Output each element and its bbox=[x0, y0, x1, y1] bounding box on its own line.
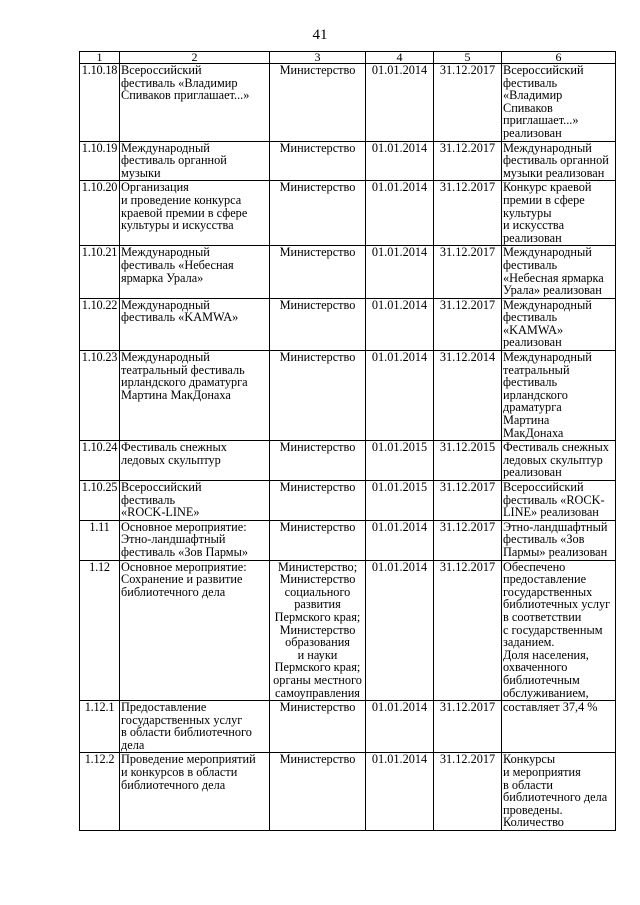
row-number-cell: 1.10.23 bbox=[80, 351, 120, 441]
end-date-cell: 31.12.2017 bbox=[434, 753, 502, 831]
column-header-2: 2 bbox=[120, 52, 270, 64]
column-header-4: 4 bbox=[366, 52, 434, 64]
end-date-cell: 31.12.2017 bbox=[434, 181, 502, 246]
end-date-cell: 31.12.2017 bbox=[434, 520, 502, 560]
executor-cell: Министерство bbox=[270, 351, 366, 441]
activity-name-cell: Международный фестиваль «Небесная ярмарка Урала» bbox=[120, 246, 270, 298]
table-row bbox=[80, 141, 616, 181]
expected-result-cell: Международный театральный фестиваль ирландского драматурга Мартина МакДонаха bbox=[502, 351, 616, 441]
executor-cell: Министерство bbox=[270, 701, 366, 753]
table-row bbox=[80, 560, 616, 701]
end-date-cell: 31.12.2017 bbox=[434, 298, 502, 350]
row-number-cell: 1.10.22 bbox=[80, 298, 120, 350]
table-row bbox=[80, 351, 616, 441]
activity-name-cell: Основное мероприятие: Этно-ландшафтный фестиваль «Зов Пармы» bbox=[120, 520, 270, 560]
activity-name-cell: Организация и проведение конкурса краевой премии в сфере культуры и искусства bbox=[120, 181, 270, 246]
table-header-row bbox=[80, 52, 616, 64]
expected-result-cell: Обеспечено предоставление государственных библиотечных услуг в соответствии с государственным заданием. Доля населения, охваченного библиотечным обслуживанием, bbox=[502, 560, 616, 701]
executor-cell: Министерство bbox=[270, 441, 366, 481]
end-date-cell: 31.12.2014 bbox=[434, 351, 502, 441]
table-row bbox=[80, 441, 616, 481]
row-number-cell: 1.12.1 bbox=[80, 701, 120, 753]
expected-result-cell: Международный фестиваль «Небесная ярмарка Урала» реализован bbox=[502, 246, 616, 298]
start-date-cell: 01.01.2014 bbox=[366, 298, 434, 350]
executor-cell: Министерство; Министерство социального развития Пермского края; Министерство образования и науки Пермского края; органы местного самоуправления bbox=[270, 560, 366, 701]
table-row bbox=[80, 181, 616, 246]
start-date-cell: 01.01.2014 bbox=[366, 246, 434, 298]
activity-name-cell: Международный фестиваль органной музыки bbox=[120, 141, 270, 181]
start-date-cell: 01.01.2014 bbox=[366, 351, 434, 441]
table-row bbox=[80, 753, 616, 831]
start-date-cell: 01.01.2014 bbox=[366, 64, 434, 142]
expected-result-cell: Международный фестиваль «KAMWA» реализован bbox=[502, 298, 616, 350]
start-date-cell: 01.01.2014 bbox=[366, 701, 434, 753]
start-date-cell: 01.01.2014 bbox=[366, 560, 434, 701]
start-date-cell: 01.01.2014 bbox=[366, 141, 434, 181]
executor-cell: Министерство bbox=[270, 141, 366, 181]
table-row bbox=[80, 520, 616, 560]
table-row bbox=[80, 701, 616, 753]
expected-result-cell: Всероссийский фестиваль «Владимир Спиваков приглашает...» реализован bbox=[502, 64, 616, 142]
activity-name-cell: Всероссийский фестиваль «ROCK-LINE» bbox=[120, 481, 270, 521]
end-date-cell: 31.12.2017 bbox=[434, 701, 502, 753]
expected-result-cell: Всероссийский фестиваль «ROCK- LINE» реализован bbox=[502, 481, 616, 521]
end-date-cell: 31.12.2017 bbox=[434, 246, 502, 298]
expected-result-cell: составляет 37,4 % bbox=[502, 701, 616, 753]
start-date-cell: 01.01.2015 bbox=[366, 481, 434, 521]
row-number-cell: 1.11 bbox=[80, 520, 120, 560]
executor-cell: Министерство bbox=[270, 753, 366, 831]
row-number-cell: 1.12.2 bbox=[80, 753, 120, 831]
activity-name-cell: Международный театральный фестиваль ирландского драматурга Мартина МакДонаха bbox=[120, 351, 270, 441]
start-date-cell: 01.01.2014 bbox=[366, 520, 434, 560]
activity-name-cell: Фестиваль снежных ледовых скульптур bbox=[120, 441, 270, 481]
end-date-cell: 31.12.2017 bbox=[434, 560, 502, 701]
column-header-6: 6 bbox=[502, 52, 616, 64]
executor-cell: Министерство bbox=[270, 181, 366, 246]
end-date-cell: 31.12.2017 bbox=[434, 481, 502, 521]
activity-name-cell: Всероссийский фестиваль «Владимир Спиваков приглашает...» bbox=[120, 64, 270, 142]
expected-result-cell: Международный фестиваль органной музыки реализован bbox=[502, 141, 616, 181]
executor-cell: Министерство bbox=[270, 246, 366, 298]
activity-name-cell: Предоставление государственных услуг в области библиотечного дела bbox=[120, 701, 270, 753]
row-number-cell: 1.12 bbox=[80, 560, 120, 701]
executor-cell: Министерство bbox=[270, 298, 366, 350]
activity-name-cell: Основное мероприятие: Сохранение и развитие библиотечного дела bbox=[120, 560, 270, 701]
executor-cell: Министерство bbox=[270, 520, 366, 560]
expected-result-cell: Этно-ландшафтный фестиваль «Зов Пармы» реализован bbox=[502, 520, 616, 560]
row-number-cell: 1.10.18 bbox=[80, 64, 120, 142]
row-number-cell: 1.10.24 bbox=[80, 441, 120, 481]
start-date-cell: 01.01.2015 bbox=[366, 441, 434, 481]
page-number: 41 bbox=[312, 27, 328, 43]
table-row bbox=[80, 246, 616, 298]
table-row bbox=[80, 481, 616, 521]
expected-result-cell: Конкурсы и мероприятия в области библиотечного дела проведены. Количество bbox=[502, 753, 616, 831]
column-header-3: 3 bbox=[270, 52, 366, 64]
expected-result-cell: Фестиваль снежных ледовых скульптур реализован bbox=[502, 441, 616, 481]
start-date-cell: 01.01.2014 bbox=[366, 181, 434, 246]
activity-name-cell: Международный фестиваль «KAMWA» bbox=[120, 298, 270, 350]
executor-cell: Министерство bbox=[270, 481, 366, 521]
column-header-5: 5 bbox=[434, 52, 502, 64]
start-date-cell: 01.01.2014 bbox=[366, 753, 434, 831]
row-number-cell: 1.10.25 bbox=[80, 481, 120, 521]
row-number-cell: 1.10.21 bbox=[80, 246, 120, 298]
executor-cell: Министерство bbox=[270, 64, 366, 142]
row-number-cell: 1.10.19 bbox=[80, 141, 120, 181]
program-table bbox=[79, 51, 616, 831]
column-header-1: 1 bbox=[80, 52, 120, 64]
activity-name-cell: Проведение мероприятий и конкурсов в области библиотечного дела bbox=[120, 753, 270, 831]
table-row bbox=[80, 64, 616, 142]
expected-result-cell: Конкурс краевой премии в сфере культуры и искусства реализован bbox=[502, 181, 616, 246]
row-number-cell: 1.10.20 bbox=[80, 181, 120, 246]
table-row bbox=[80, 298, 616, 350]
end-date-cell: 31.12.2017 bbox=[434, 141, 502, 181]
end-date-cell: 31.12.2015 bbox=[434, 441, 502, 481]
end-date-cell: 31.12.2017 bbox=[434, 64, 502, 142]
